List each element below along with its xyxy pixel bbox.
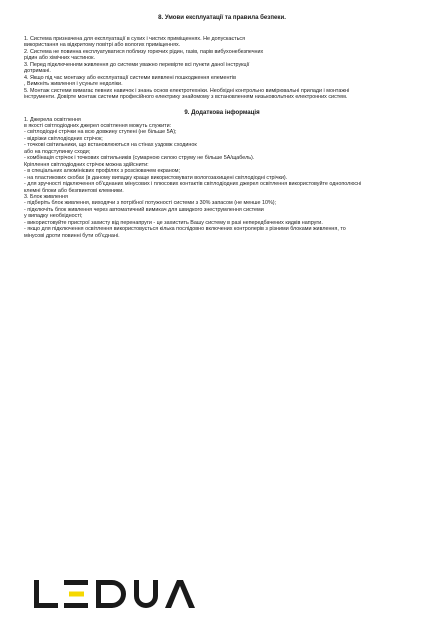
section-8-line: , Вимкніть живлення і усуньте недоліки. [24,81,123,88]
section-9-line: - використовуйте пристрої захисту від перенапруги - це захистить Вашу систему в разі непередбачених кидків напруги. [24,219,323,226]
section-9-line: - на пластикових скобах (в даному випадку краще використовувати вологозахищені світлодіодні стрічки). [24,174,288,181]
ledua-logo [34,580,214,608]
section-9-line: 1. Джерела освітлення [24,116,81,123]
section-9-line: - в спеціальних алюмінієвих профілях з розсіювачем екраном; [24,168,180,175]
section-9-line: у випадку необхідності; [24,213,83,220]
section-9-line: клемні блоки або безгвинтові клемники. [24,187,124,194]
section-8-line: використання на відкритому повітрі або вологих приміщеннях. [24,42,181,49]
section-9-line: - якщо для підключення освітлення використовується кілька послідовно включених контролерів з різними блоками живлення, то [24,226,346,233]
section-8-line: інструменти. Довірте монтаж системи професійного електрику знайомому з встановленням низьковольтних електронних систем. [24,94,348,101]
section-9-line: 3. Блок живлення [24,193,68,200]
logo-letter-u [134,580,158,608]
logo-letter-l-base [34,603,58,608]
section-9-line: Кріплення світлодіодних стрічок можна здійснити: [24,161,149,168]
section-9-line: - відрізки світлодіодних стрічок; [24,135,103,142]
logo-accent-bar [69,592,84,597]
logo-letter-d [96,580,126,608]
page-content [24,14,420,239]
section-8-line: 1. Система призначена для експлуатації в сухих і чистих приміщеннях. Не допускається [24,36,246,42]
section-8-line: рідин або хімічних частинок. [24,55,96,62]
section-9-line: - підключіть блок живлення через автоматичний вимикач для швидкого знеструмлення системи [24,206,264,213]
section-8-line: дотримані. [24,68,51,75]
section-9-line: або на подступинку сходи; [24,148,91,155]
section-9-line: - підберіть блок живлення, виходячи з потрібної потужності системи з 30% запасом (не менше 10%); [24,200,277,207]
section-8-line: 2. Система не повинна експлуатуватися поблизу горючих рідин, газів, парів вибухонебезпечних [24,48,264,55]
section-8-line: 3. Перед підключенням живлення до системи уважно перевірте всі пункти даної інструкції [24,61,250,68]
section-9-body [24,117,420,240]
section-8-body [24,36,420,101]
section-9-line: - комбінація стрічок і точкових світильників (сумарною силою струму не більше 5А/щабель). [24,155,255,162]
logo-letters [34,580,195,608]
section-9-line: - світлодіодні стрічки на всю довжину ступені (не більше 5А); [24,129,177,136]
section-9-title: 9. Додаткова інформація [184,108,260,116]
section-8-line: 4. Якщо під час монтажу або експлуатації системи виявлені пошкодження елементів [24,74,236,81]
section-9-line: - для зручності підключення об'єднаних мінусових і плюсових контактів світлодіодних джерел освітлення використовуйте однополюсні [24,181,362,188]
logo-letter-e-bottom [64,603,88,608]
logo-letter-a [165,580,195,608]
section-9-line: - точкові світильники, що встановлюються на стінах уздовж сходинок [24,142,197,149]
section-8-title: 8. Умови експлуатації та правила безпеки. [158,14,286,21]
section-9-line: мінусові дроти повинні бути об'єднані. [24,232,120,239]
logo-letter-e-top [64,580,88,585]
section-8-line: 5. Монтаж системи вимагає певних навичок і знань основ електротехніки. Необхідні контрольно вимірювальні прилади і монтажні [24,87,350,94]
section-9-line: в якості світлодіодних джерел освітлення можуть служити: [24,122,172,129]
